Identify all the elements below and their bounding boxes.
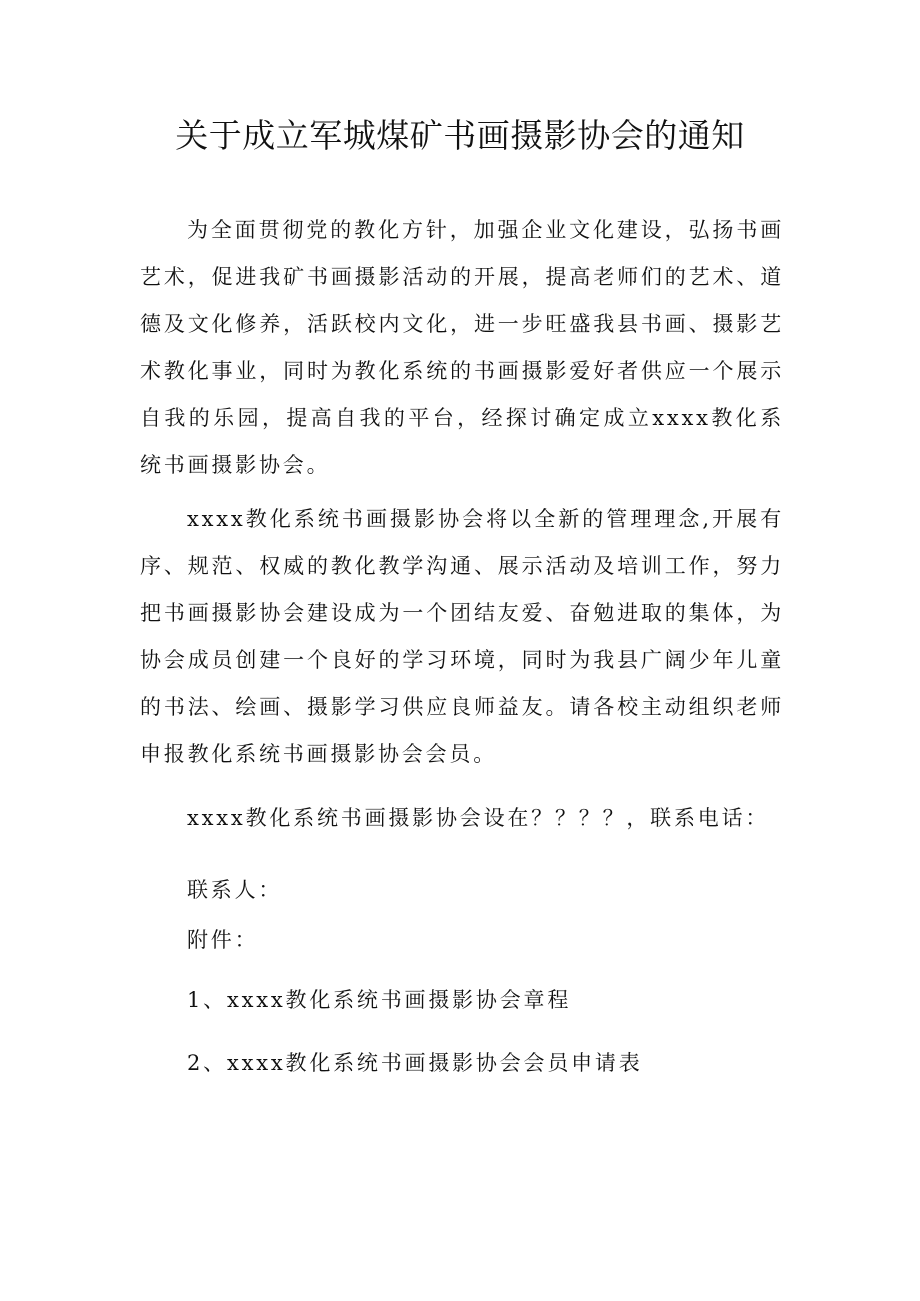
- attachments-label: 附件：: [187, 928, 259, 952]
- attachment-item-charter: 1、xxxx教化系统书画摄影协会章程: [187, 988, 572, 1012]
- document-title: 关于成立军城煤矿书画摄影协会的通知: [175, 116, 745, 155]
- office-location-line: xxxx教化系统书画摄影协会设在？？？？，联系电话：: [187, 806, 770, 830]
- contact-person-label: 联系人：: [187, 878, 283, 902]
- attachment-item-application-form: 2、xxxx教化系统书画摄影协会会员申请表: [187, 1051, 643, 1075]
- body-paragraph-purpose: 为全面贯彻党的教化方针，加强企业文化建设，弘扬书画艺术，促进我矿书画摄影活动的开展，提高老师们的艺术、道德及文化修养，活跃校内文化，进一步旺盛我县书画、摄影艺术教化事业，同时为教化系统的书画摄影爱好者供应一个展示自我的乐园，提高自我的平台，经探讨确定成立xxxx教化系统书画摄影协会。: [140, 218, 784, 477]
- body-paragraph-mission: xxxx教化系统书画摄影协会将以全新的管理理念,开展有序、规范、权威的教化教学沟通、展示活动及培训工作，努力把书画摄影协会建设成为一个团结友爱、奋勉进取的集体，为协会成员创建一个良好的学习环境，同时为我县广阔少年儿童的书法、绘画、摄影学习供应良师益友。请各校主动组织老师申报教化系统书画摄影协会会员。: [140, 507, 784, 766]
